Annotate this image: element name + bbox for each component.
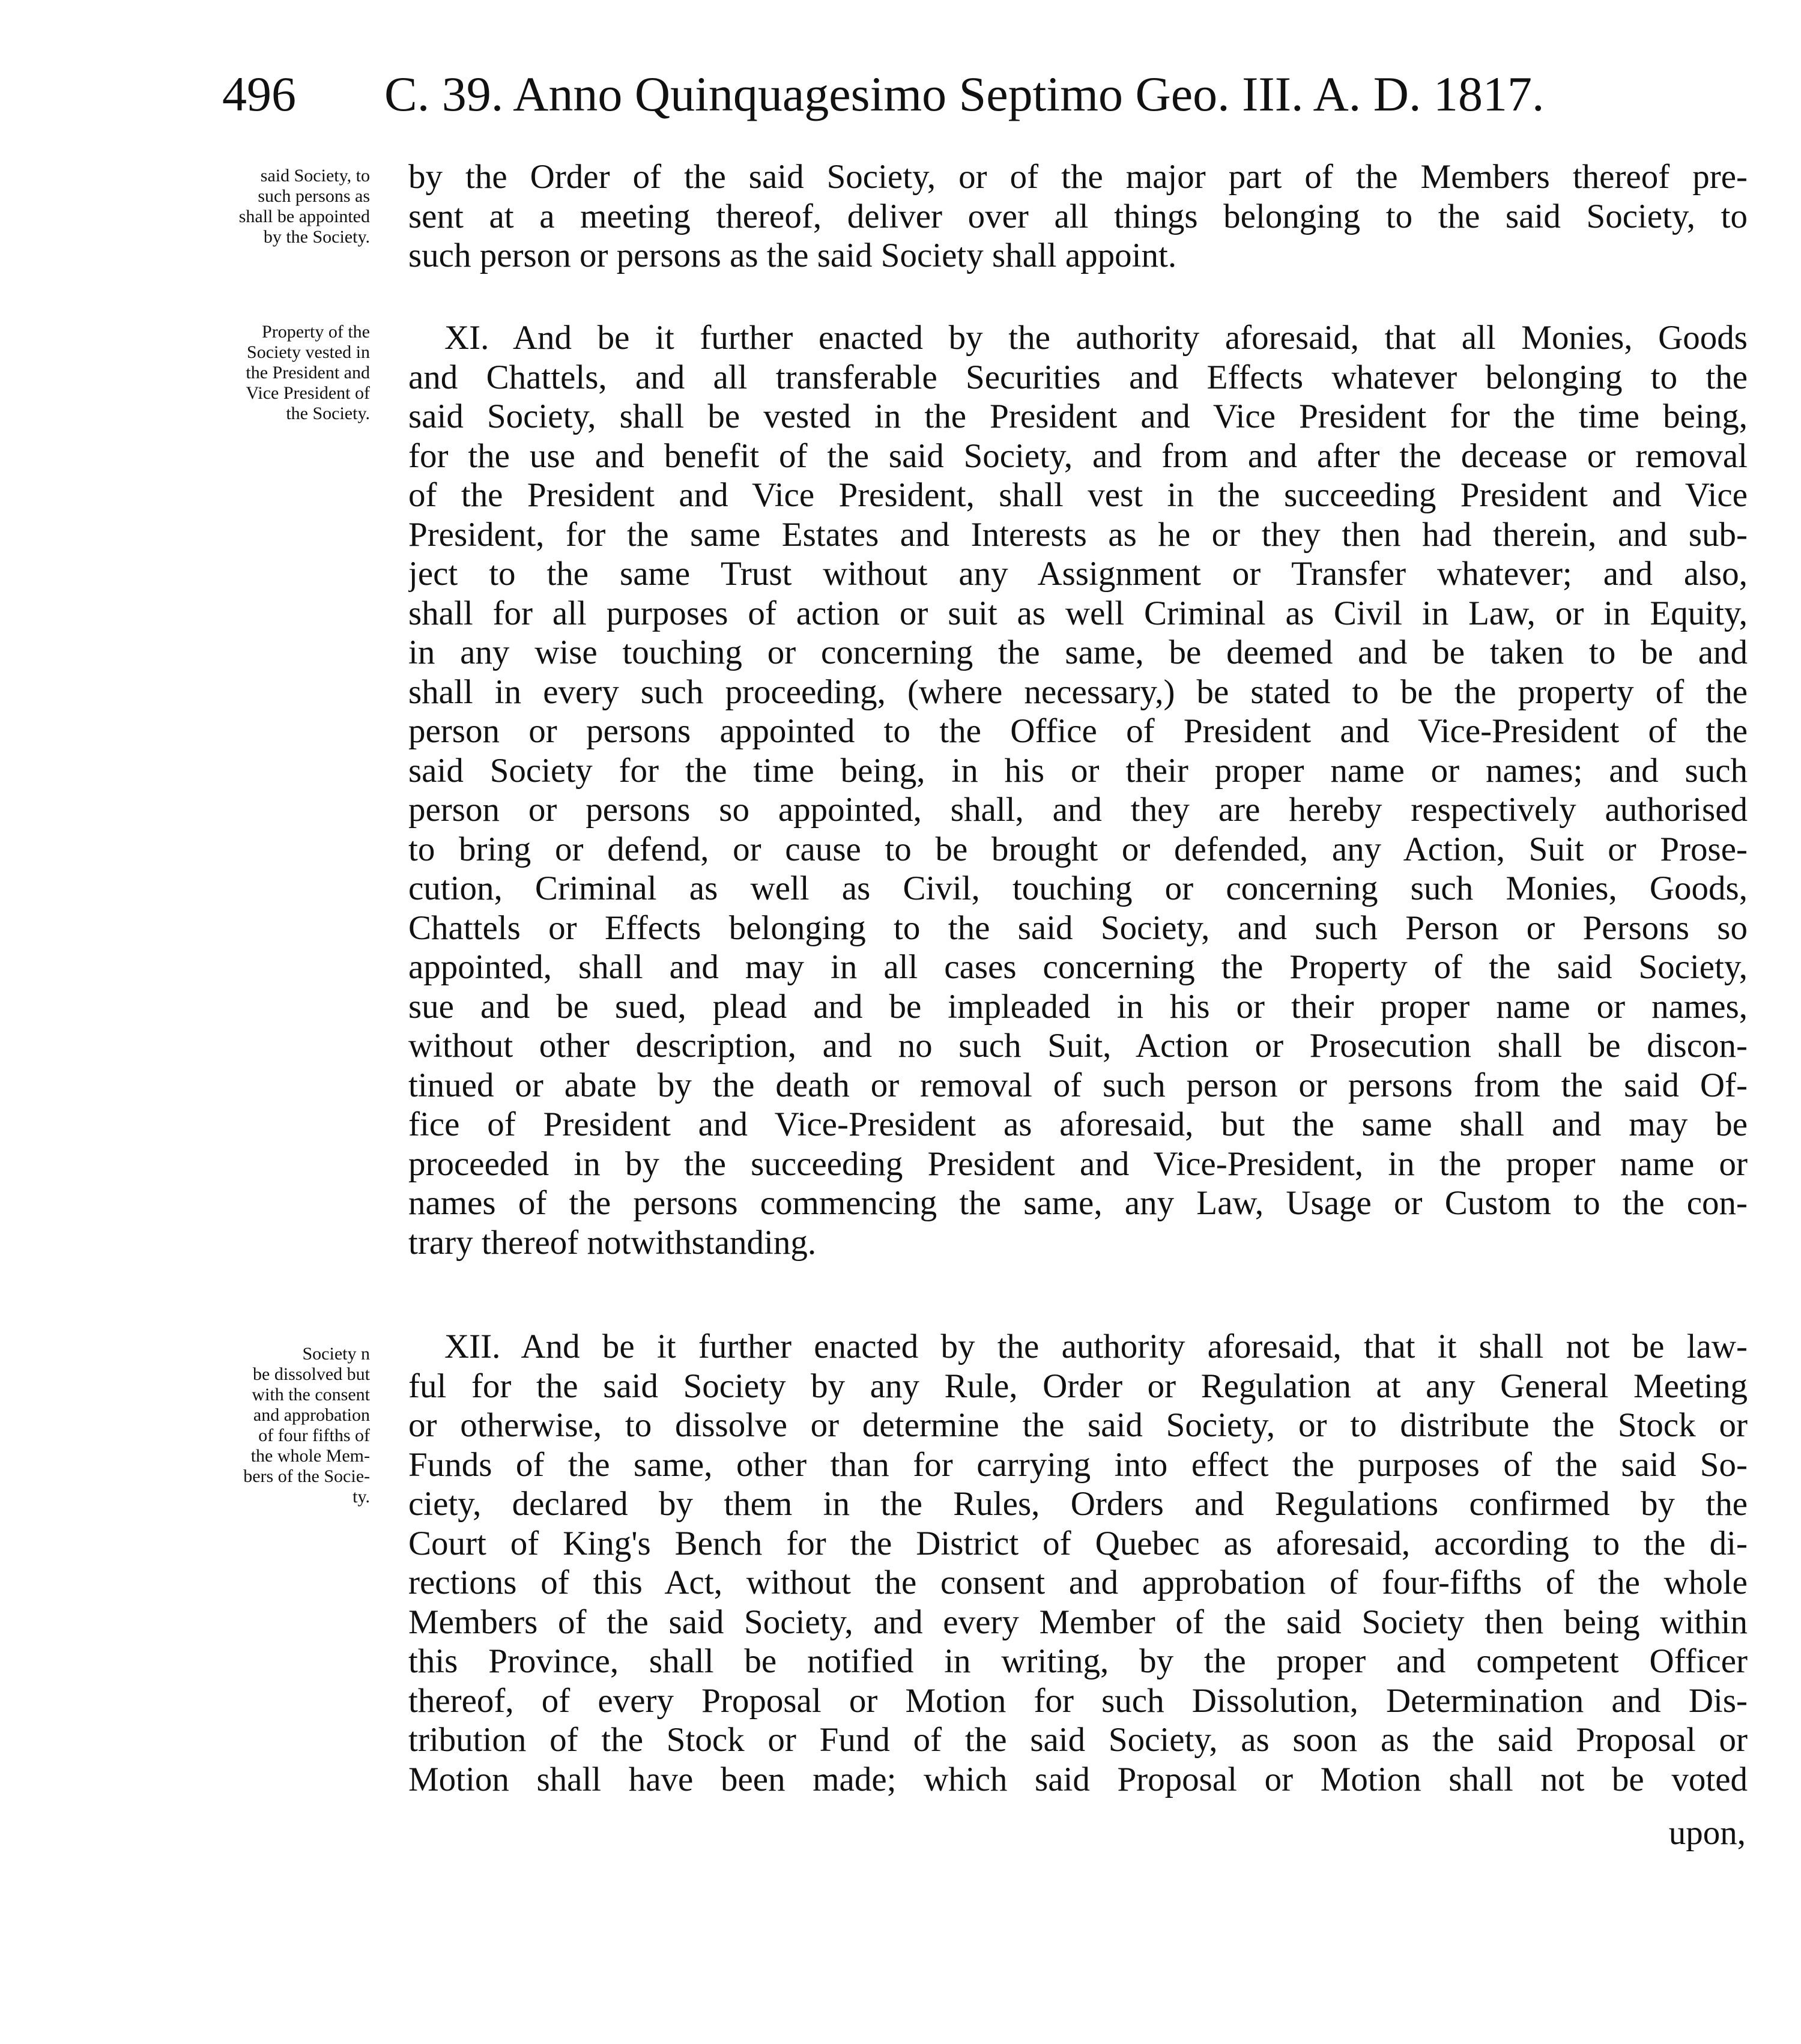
margin-note-2: Property of the Society vested in the President and Vice President of the Society. xyxy=(246,322,370,423)
text-line: person or persons appointed to the Office of President and Vice-President of the xyxy=(408,712,1748,750)
text-line: Members of the said Society, and every Member of the said Society then being within xyxy=(408,1603,1748,1641)
text-line: and Chattels, and all transferable Securities and Effects whatever belonging to the xyxy=(408,358,1748,396)
text-line: in any wise touching or concerning the same, be deemed and be taken to be and xyxy=(408,633,1748,671)
text-line: of the President and Vice President, shall vest in the succeeding President and Vice xyxy=(408,476,1748,514)
running-title: C. 39. Anno Quinquagesimo Septimo Geo. III. A. D. 1817. xyxy=(384,67,1545,121)
text-line: by the Order of the said Society, or of the major part of the Members thereof pre- xyxy=(408,158,1748,196)
text-line: Funds of the same, other than for carrying into effect the purposes of the said So- xyxy=(408,1445,1748,1484)
text-line: for the use and benefit of the said Society, and from and after the decease or removal xyxy=(408,437,1748,475)
text-line: Motion shall have been made; which said Proposal or Motion shall not be voted xyxy=(408,1760,1748,1798)
text-line: said Society, shall be vested in the President and Vice President for the time being, xyxy=(408,398,1748,435)
text-line: tribution of the Stock or Fund of the said Society, as soon as the said Proposal or xyxy=(408,1721,1748,1759)
text-line: XII. And be it further enacted by the authority aforesaid, that it shall not be law- xyxy=(444,1328,1748,1365)
text-line: or otherwise, to dissolve or determine the said Society, or to distribute the Stock or xyxy=(408,1406,1748,1444)
text-line: rections of this Act, without the consent and approbation of four-fifths of the whole xyxy=(408,1564,1748,1601)
text-line: proceeded in by the succeeding President and Vice-President, in the proper name or xyxy=(408,1144,1748,1183)
section-xi xyxy=(408,318,1748,1262)
text-line: names of the persons commencing the same, any Law, Usage or Custom to the con- xyxy=(408,1184,1748,1222)
text-line: trary thereof notwithstanding. xyxy=(408,1223,817,1262)
page-header xyxy=(222,49,1760,139)
text-line: fice of President and Vice-President as aforesaid, but the same shall and may be xyxy=(408,1105,1748,1143)
text-line: Chattels or Effects belonging to the said Society, and such Person or Persons so xyxy=(408,909,1748,947)
text-line: shall for all purposes of action or suit as well Criminal as Civil in Law, or in Equity, xyxy=(408,594,1748,632)
text-line: sent at a meeting thereof, deliver over all things belonging to the said Society, to xyxy=(408,197,1748,235)
margin-note-3: Society n be dissolved but with the consent and approbation of four fifths of the whole Mem- bers of the Socie- ty. xyxy=(243,1344,370,1507)
section-xii xyxy=(408,1327,1748,1799)
page-number: 496 xyxy=(222,67,296,121)
text-line: person or persons so appointed, shall, and they are hereby respectively authorised xyxy=(408,791,1748,829)
text-line: ciety, declared by them in the Rules, Orders and Regulations confirmed by the xyxy=(408,1485,1748,1523)
text-line: XI. And be it further enacted by the authority aforesaid, that all Monies, Goods xyxy=(444,319,1748,357)
text-line: sue and be sued, plead and be impleaded in his or their proper name or names, xyxy=(408,987,1748,1026)
text-line: to bring or defend, or cause to be brought or defended, any Action, Suit or Prose- xyxy=(408,830,1748,868)
text-line: such person or persons as the said Society shall appoint. xyxy=(408,237,1177,274)
text-line: thereof, of every Proposal or Motion for such Dissolution, Determination and Dis- xyxy=(408,1681,1748,1720)
text-line: this Province, shall be notified in writing, by the proper and competent Officer xyxy=(408,1642,1748,1680)
margin-note-1: said Society, to such persons as shall be appointed by the Society. xyxy=(238,166,370,247)
text-line: tinued or abate by the death or removal of such person or persons from the said Of- xyxy=(408,1066,1748,1104)
text-line: ful for the said Society by any Rule, Order or Regulation at any General Meeting xyxy=(408,1367,1748,1405)
text-line: said Society for the time being, in his or their proper name or names; and such xyxy=(408,751,1748,790)
catchword: upon, xyxy=(1668,1814,1746,1852)
text-line: Court of King's Bench for the District of Quebec as aforesaid, according to the di- xyxy=(408,1524,1748,1562)
text-line: without other description, and no such Suit, Action or Prosecution shall be discon- xyxy=(408,1027,1748,1065)
text-line: cution, Criminal as well as Civil, touching or concerning such Monies, Goods, xyxy=(408,869,1748,907)
paragraph-continuation xyxy=(408,157,1748,276)
text-line: shall in every such proceeding, (where necessary,) be stated to be the property of the xyxy=(408,673,1748,711)
text-line: President, for the same Estates and Interests as he or they then had therein, and sub- xyxy=(408,515,1748,554)
text-line: ject to the same Trust without any Assignment or Transfer whatever; and also, xyxy=(408,555,1748,593)
text-line: appointed, shall and may in all cases concerning the Property of the said Society, xyxy=(408,948,1748,986)
